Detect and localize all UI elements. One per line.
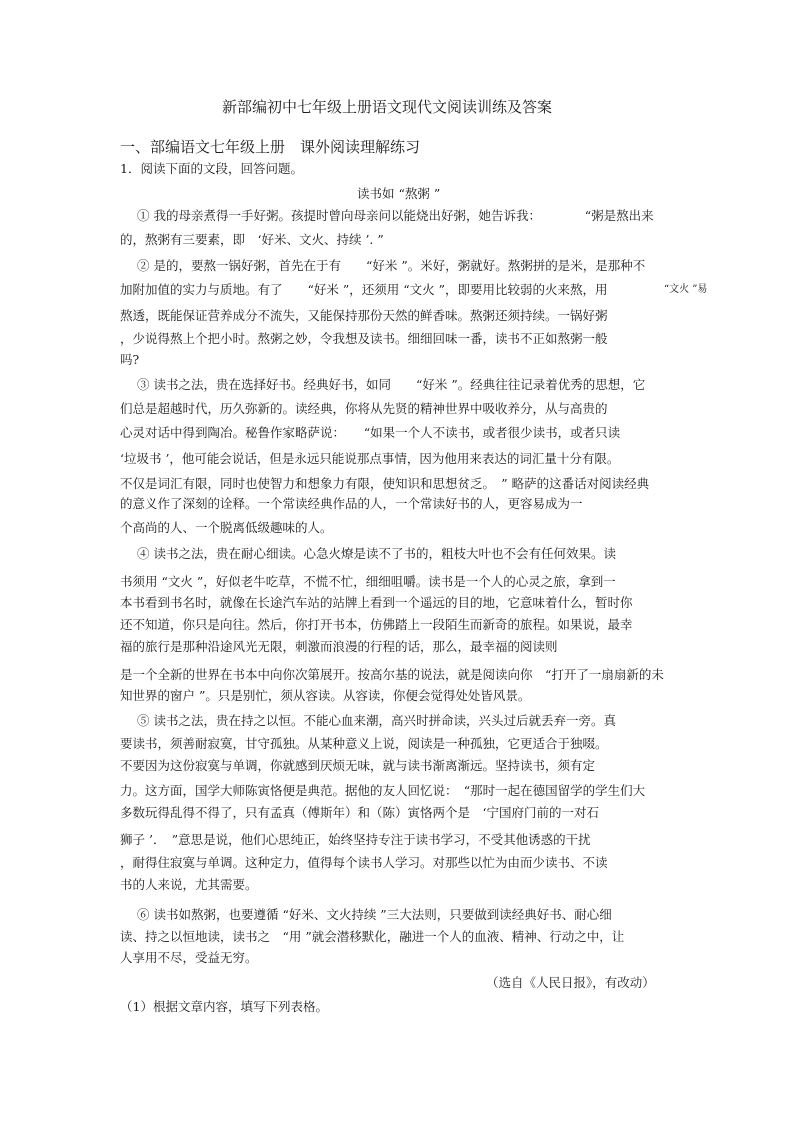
article-line: 本书看到书名时，就像在长途汽车站的站牌上看到一个遥远的目的地，它意味着什么，暂时你 <box>120 595 633 610</box>
article-line: 是一个全新的世界在书本中向你次第展开。按高尔基的说法，就是阅读向你 “打开了一扇扇新的未 <box>120 667 664 682</box>
article-line: 加附加值的实力与质地。有了 “好米 ”，还须用 “文火 ”，即要用比较弱的火来熬，用 <box>120 282 608 297</box>
article-line: 读、持之以恒地读，读书之 “用 ”就会潜移默化，融进一个人的血液、精神、行动之中，让 <box>120 929 625 944</box>
article-line: 吗? <box>120 352 140 367</box>
article-line: 知世界的窗户 ”。只是别忙，须从容读。从容读，你便会觉得处处皆风景。 <box>120 688 531 703</box>
article-line: 狮子 ’． ”意思是说，他们心思纯正，始终坚持专注于读书学习，不受其他诱惑的干扰 <box>120 832 591 847</box>
article-line: 们总是超越时代，历久弥新的。读经典，你将从先贤的精神世界中吸收养分，从与高贵的 <box>120 401 608 416</box>
question-prompt: 1．阅读下面的文段，回答问题。 <box>120 161 303 176</box>
sub-question-1: （1）根据文章内容，填写下列表格。 <box>120 999 328 1014</box>
article-line: ③ 读书之法，贵在选择好书。经典好书，如同 “好米 ”。经典往往记录着优秀的思想，它 <box>137 377 646 392</box>
article-line: 书须用 “文火 ”，好似老牛吃草，不慌不忙，细细咀嚼。读书是一个人的心灵之旅，拿到一 <box>120 574 616 589</box>
article-line: 要读书，须善耐寂寞，甘守孤独。从某种意义上说，阅读是一种孤独，它更适合于独啜。 <box>120 736 608 751</box>
article-line: ① 我的母亲煮得一手好粥。孩提时曾向母亲问以能烧出好粥，她告诉我： “粥是熬出来 <box>137 208 654 223</box>
article-line: 还不知道，你只是向往。然后，你打开书本，仿佛踏上一段陌生而新奇的旅程。如果说，最幸 <box>120 617 633 632</box>
article-line: 熬透，既能保证营养成分不流失，又能保持那份天然的鲜香味。熬粥还须持续。一锅好粥 <box>120 308 608 323</box>
article-line: ，少说得熬上个把小时。熬粥之妙，令我想及读书。细细回味一番，读书不正如熬粥一般 <box>120 331 608 346</box>
article-line: 力。这方面，国学大师陈寅恪便是典范。据他的友人回忆说： “那时一起在德国留学的学生们大 <box>120 783 646 798</box>
article-line: “文火 ”易 <box>664 284 708 295</box>
source-note: （选自《人民日报》，有改动） <box>486 975 655 990</box>
article-line: 多数玩得乱得不得了，只有孟真（傅斯年）和（陈）寅恪两个是 ‘宁国府门前的一对石 <box>120 805 599 820</box>
article-line: 不要因为这份寂寞与单调，你就感到厌烦无味，就与读书渐离渐远。坚持读书，须有定 <box>120 758 596 773</box>
article-line: 的，熬粥有三要素，即 ‘好米、文火、持续 ’. ” <box>120 232 384 247</box>
article-line: 的意义作了深刻的诠释。一个常读经典作品的人，一个常读好书的人，更容易成为一 <box>120 496 583 511</box>
article-title: 读书如 “熬粥 ” <box>357 186 441 201</box>
article-line: 心灵对话中得到陶冶。秘鲁作家略萨说： “如果一个人不读书，或者很少读书，或者只读 <box>120 425 621 440</box>
article-line: 书的人来说，尤其需要。 <box>120 877 258 892</box>
article-line: ‘垃圾书 ’，他可能会说话，但是永远只能说那点事情，因为他用来表达的词汇量十分有限。 <box>120 451 620 466</box>
article-line: ④ 读书之法，贵在耐心细读。心急火燎是读不了书的，粗枝大叶也不会有任何效果。读 <box>137 546 616 561</box>
article-line: ② 是的，要熬一锅好粥，首先在于有 “好米 ”。米好，粥就好。熬粥拼的是米，是那种不 <box>137 258 646 273</box>
article-line: ⑤ 读书之法，贵在持之以恒。不能心血来潮，高兴时拼命读，兴头过后就丢弃一旁。真 <box>137 713 616 728</box>
article-line: 人享用不尽，受益无穷。 <box>120 950 258 965</box>
doc-title: 新部编初中七年级上册语文现代文阅读训练及答案 <box>222 98 553 116</box>
article-line: 福的旅行是那种沿途风光无限，刺激而浪漫的行程的话，那么，最幸福的阅读则 <box>120 639 558 654</box>
article-line: ⑥ 读书如熬粥，也要遵循 “好米、文火持续 ”三大法则，只要做到读经典好书、耐心细 <box>137 907 612 922</box>
section-heading: 一、部编语文七年级上册 课外阅读理解练习 <box>120 138 421 156</box>
article-line: 个高尚的人、一个脱离低级趣味的人。 <box>120 520 333 535</box>
article-line: ，耐得住寂寞与单调。这种定力，值得每个读书人学习。对那些以忙为由而少读书、不读 <box>120 855 608 870</box>
article-line: 不仅是词汇有限，同时也使智力和想象力有限，使知识和思想贫乏。 ” 略萨的这番话对阅读经典 <box>120 476 650 491</box>
